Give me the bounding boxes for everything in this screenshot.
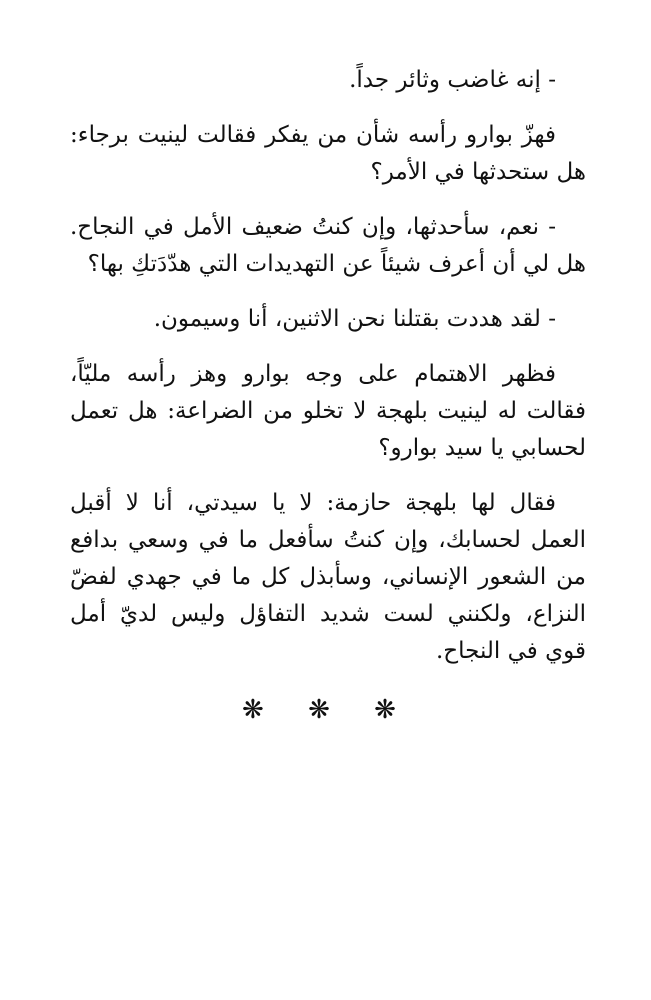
paragraph-2: فهزّ بوارو رأسه شأن من يفكر فقالت لينيت برجاء: هل ستحدثها في الأمر؟ — [70, 122, 586, 185]
paragraph-1: - إنه غاضب وثائر جداً. — [349, 67, 556, 93]
section-separator: ❋ ❋ ❋ — [242, 695, 414, 725]
paragraph-5: فظهر الاهتمام على وجه بوارو وهز رأسه مليّاً، فقالت له لينيت بلهجة لا تخلو من الضراعة: هل تعمل لحسابي يا سيد بوارو؟ — [70, 361, 586, 461]
paragraph-6: فقال لها بلهجة حازمة: لا يا سيدتي، أنا لا أقبل العمل لحسابك، وإن كنتُ سأفعل ما في وسعي بدافع من الشعور الإنساني، وسأبذل كل ما في جهدي لفضّ النزاع، ولكنني لست شديد التفاؤل وليس لديّ أمل قوي في النجاح. — [70, 490, 586, 664]
paragraph-3: - نعم، سأحدثها، وإن كنتُ ضعيف الأمل في النجاح. هل لي أن أعرف شيئاً عن التهديدات التي هدّدَتكِ بها؟ — [70, 214, 586, 277]
paragraph-4: - لقد هددت بقتلنا نحن الاثنين، أنا وسيمون. — [153, 306, 556, 332]
page-body — [70, 62, 586, 729]
